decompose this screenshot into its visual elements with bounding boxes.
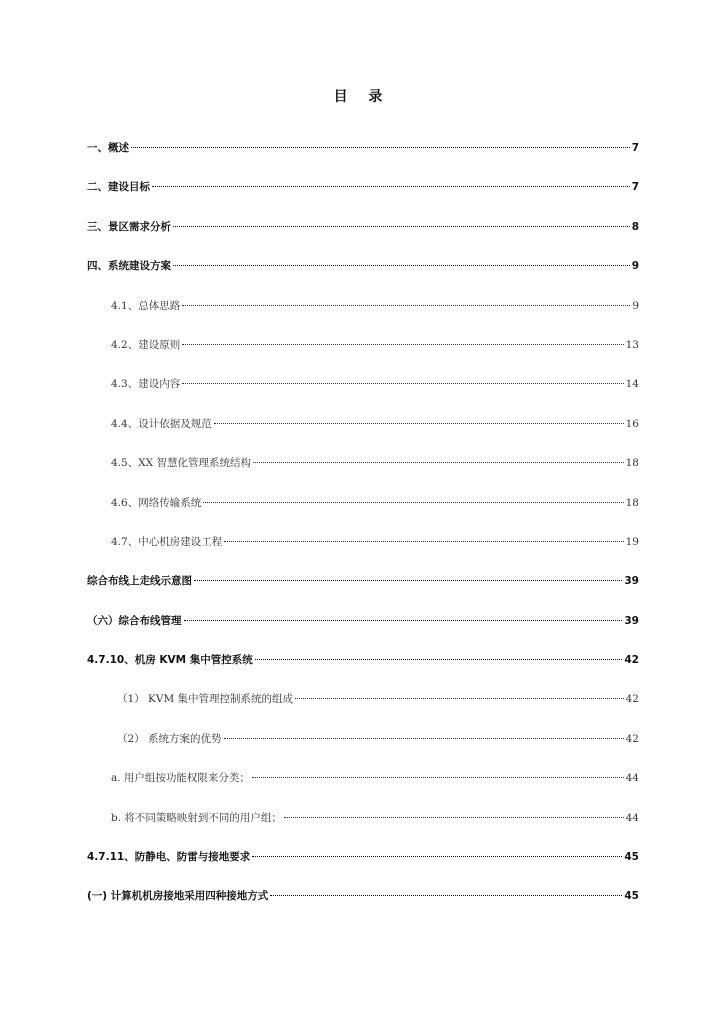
toc-entry[interactable] xyxy=(87,808,639,847)
toc-dot-leader xyxy=(182,305,630,306)
toc-entry-label: （1） KVM 集中管理控制系统的组成 xyxy=(117,693,294,706)
toc-entry-label: b. 将不同策略映射到不同的用户组； xyxy=(111,811,282,824)
toc-entry-label: 4.7.11、防静电、防雷与接地要求 xyxy=(87,851,251,864)
toc-entry[interactable] xyxy=(87,847,639,886)
toc-page-number: 45 xyxy=(624,851,639,864)
toc-page-number: 13 xyxy=(625,338,639,351)
toc-dot-leader xyxy=(224,541,623,542)
toc-entry-label: 4.1、总体思路 xyxy=(111,299,181,312)
toc-entry[interactable] xyxy=(87,177,639,216)
toc-entry[interactable] xyxy=(87,138,639,177)
toc-page-number: 7 xyxy=(631,181,639,194)
toc-title: 目 录 xyxy=(333,89,391,105)
toc-entry-label: （2） 系统方案的优势 xyxy=(117,732,222,745)
toc-entry[interactable] xyxy=(87,256,639,295)
toc-dot-leader xyxy=(131,147,630,148)
toc-entry[interactable] xyxy=(87,493,639,532)
toc-dot-leader xyxy=(253,462,624,463)
toc-entry[interactable] xyxy=(87,217,639,256)
toc-page-number: 18 xyxy=(625,457,639,470)
toc-page-number: 9 xyxy=(632,299,639,312)
toc-page-number: 42 xyxy=(625,732,639,745)
toc-dot-leader xyxy=(182,383,623,384)
toc-list xyxy=(87,138,639,926)
toc-dot-leader xyxy=(270,895,622,896)
toc-dot-leader xyxy=(152,186,630,187)
toc-dot-leader xyxy=(182,344,623,345)
toc-entry-label: 4.5、XX 智慧化管理系统结构 xyxy=(111,457,251,470)
toc-entry[interactable] xyxy=(87,532,639,571)
toc-entry-label: 4.3、建设内容 xyxy=(111,378,181,391)
toc-page-number: 39 xyxy=(624,614,639,627)
toc-page-number: 45 xyxy=(624,890,639,903)
toc-entry-label: a. 用户组按功能权限来分类； xyxy=(111,772,250,785)
toc-page-number: 8 xyxy=(631,220,639,233)
toc-entry[interactable] xyxy=(87,611,639,650)
toc-entry-label: 二、建设目标 xyxy=(87,181,150,194)
toc-entry-label: (一) 计算机机房接地采用四种接地方式 xyxy=(87,890,269,903)
toc-page-number: 7 xyxy=(631,142,639,154)
toc-page-number: 18 xyxy=(625,496,639,509)
toc-entry[interactable] xyxy=(87,768,639,807)
toc-entry-label: （六）综合布线管理 xyxy=(87,614,182,627)
toc-page-number: 14 xyxy=(625,378,639,391)
toc-page-number: 19 xyxy=(625,535,639,548)
toc-page-number: 16 xyxy=(625,417,639,430)
toc-entry[interactable] xyxy=(87,689,639,728)
toc-entry[interactable] xyxy=(87,886,639,925)
toc-dot-leader xyxy=(252,856,622,857)
toc-dot-leader xyxy=(295,698,624,699)
toc-dot-leader xyxy=(224,738,624,739)
toc-entry-label: 三、景区需求分析 xyxy=(87,220,171,233)
toc-page-number: 42 xyxy=(625,693,639,706)
toc-page-number: 42 xyxy=(624,654,639,667)
toc-page-number: 44 xyxy=(625,811,639,824)
toc-entry-label: 四、系统建设方案 xyxy=(87,260,171,273)
toc-entry-label: 综合布线上走线示意图 xyxy=(87,575,192,588)
toc-dot-leader xyxy=(203,502,623,503)
toc-entry[interactable] xyxy=(87,650,639,689)
toc-entry-label: 一、概述 xyxy=(87,142,129,154)
toc-page-number: 39 xyxy=(624,575,639,588)
toc-entry[interactable] xyxy=(87,414,639,453)
toc-dot-leader xyxy=(252,777,624,778)
toc-dot-leader xyxy=(214,423,624,424)
toc-entry-label: 4.7、中心机房建设工程 xyxy=(111,535,223,548)
toc-dot-leader xyxy=(284,817,624,818)
toc-entry[interactable] xyxy=(87,729,639,768)
toc-entry[interactable] xyxy=(87,296,639,335)
toc-page-number: 44 xyxy=(625,772,639,785)
toc-dot-leader xyxy=(173,226,630,227)
toc-entry[interactable] xyxy=(87,571,639,610)
toc-dot-leader xyxy=(184,620,623,621)
toc-entry[interactable] xyxy=(87,453,639,492)
toc-dot-leader xyxy=(255,659,623,660)
toc-dot-leader xyxy=(194,580,622,581)
toc-entry-label: 4.4、设计依据及规范 xyxy=(111,417,212,430)
toc-page-number: 9 xyxy=(631,260,639,273)
toc-dot-leader xyxy=(173,265,630,266)
toc-entry-label: 4.7.10、机房 KVM 集中管控系统 xyxy=(87,654,253,667)
toc-entry[interactable] xyxy=(87,335,639,374)
toc-entry-label: 4.6、网络传输系统 xyxy=(111,496,202,509)
toc-entry-label: 4.2、建设原则 xyxy=(111,338,181,351)
toc-entry[interactable] xyxy=(87,374,639,413)
